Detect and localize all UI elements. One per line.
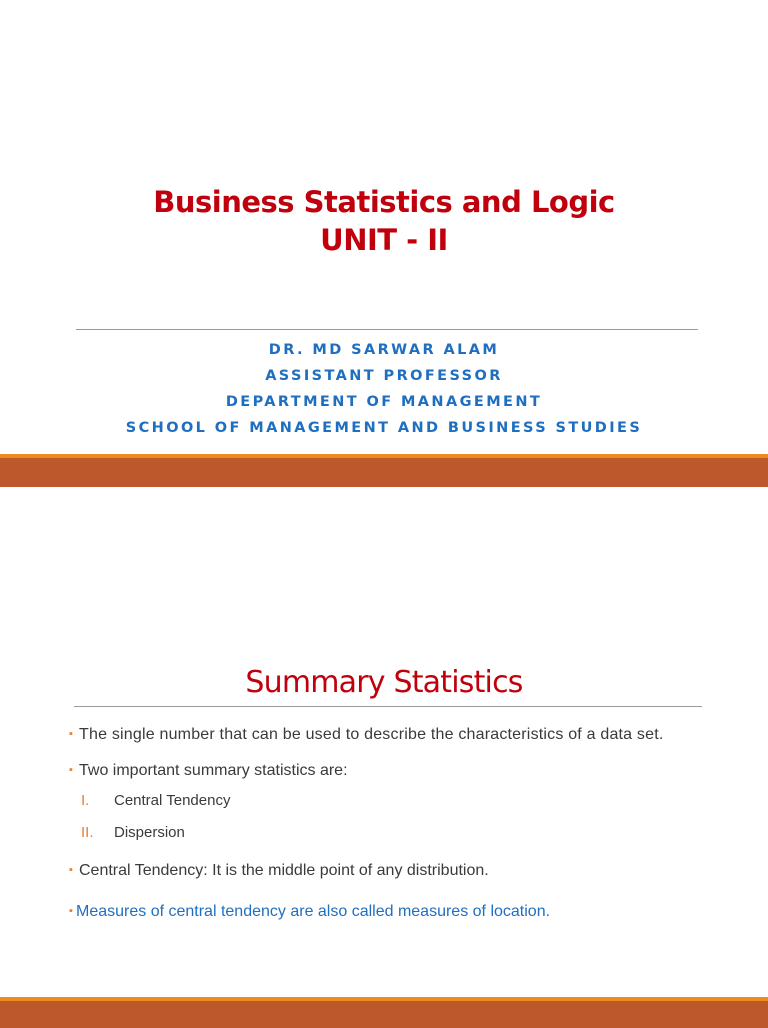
author-position: ASSISTANT PROFESSOR [265, 368, 503, 384]
bullet-icon: ▪ [69, 905, 73, 917]
roman-numeral: II. [81, 824, 94, 841]
bullet-text: Two important summary statistics are: [79, 762, 348, 779]
bullet-item [69, 756, 703, 785]
author-block [0, 337, 768, 441]
author-department: DEPARTMENT OF MANAGEMENT [225, 394, 543, 410]
sub-list-item [69, 785, 703, 817]
slide-footer-band-2 [0, 997, 768, 1028]
author-school: SCHOOL OF MANAGEMENT AND BUSINESS STUDIES [125, 420, 643, 436]
title-slide [0, 0, 768, 456]
sub-item-text: Dispersion [114, 824, 185, 841]
title-line-2: UNIT - II [320, 223, 448, 257]
bullet-text: The single number that can be used to describe the characteristics of a data set. [79, 726, 664, 743]
title-line-1: Business Statistics and Logic [153, 185, 615, 219]
slide-title [0, 183, 768, 259]
bullet-icon: ▪ [69, 728, 73, 740]
author-name: DR. MD SARWAR ALAM [268, 342, 500, 358]
roman-numeral: I. [81, 792, 90, 809]
bullet-item [69, 856, 703, 885]
sub-list-item [69, 817, 703, 849]
sub-item-text: Central Tendency [114, 792, 231, 809]
bullet-icon: ▪ [69, 864, 73, 876]
title-divider [76, 329, 698, 330]
content-body [69, 719, 703, 926]
bullet-item [69, 897, 703, 926]
content-slide-title: Summary Statistics [245, 665, 523, 700]
content-title-divider [74, 706, 702, 707]
bullet-text: Measures of central tendency are also called measures of location. [76, 903, 551, 920]
slide-footer-band [0, 454, 768, 487]
bullet-icon: ▪ [69, 764, 73, 776]
bullet-text: Central Tendency: It is the middle point of any distribution. [79, 862, 489, 879]
bullet-item [69, 719, 703, 750]
